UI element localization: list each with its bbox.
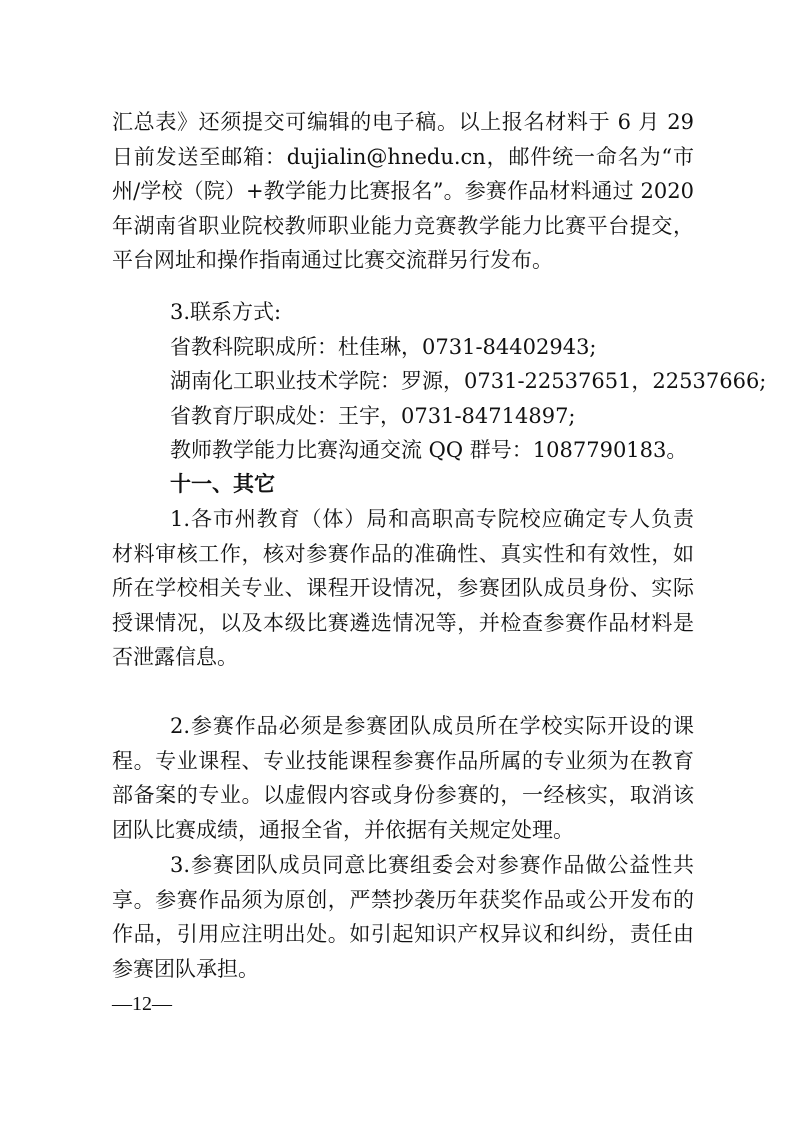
page-number: —12— — [112, 993, 172, 1015]
section-heading-other: 十一、其它 — [170, 471, 275, 496]
contact-line-4: 教师教学能力比赛沟通交流 QQ 群号：1087790183。 — [170, 438, 688, 462]
contact-heading: 3.联系方式: — [170, 300, 282, 324]
paragraph-other-1: 1.各市州教育（体）局和高职高专院校应确定专人负责材料审核工作，核对参赛作品的准确性、真实性和有效性，如所在学校相关专业、课程开设情况，参赛团队成员身份、实际授课情况，以及本级比赛遴选情况等，并检查参赛作品材料是否泄露信息。 — [112, 507, 694, 669]
contact-line-2: 湖南化工职业技术学院：罗源，0731-22537651，22537666; — [170, 369, 767, 393]
paragraph-submission-materials: 汇总表》还须提交可编辑的电子稿。以上报名材料于 6 月 29 日前发送至邮箱：dujialin@hnedu.cn，邮件统一命名为“市州/学校（院）+教学能力比赛报名”。参赛作品材料通过 2020 年湖南省职业院校教师职业能力竞赛教学能力比赛平台提交，平台网址和操作指南通过比赛交流群另行发布。 — [112, 110, 694, 272]
contact-line-3: 省教育厅职成处：王宇，0731-84714897; — [170, 404, 576, 428]
paragraph-other-2: 2.参赛作品必须是参赛团队成员所在学校实际开设的课程。专业课程、专业技能课程参赛作品所属的专业须为在教育部备案的专业。以虚假内容或身份参赛的，一经核实，取消该团队比赛成绩，通报全省，并依据有关规定处理。 — [112, 714, 694, 842]
paragraph-other-3: 3.参赛团队成员同意比赛组委会对参赛作品做公益性共享。参赛作品须为原创，严禁抄袭历年获奖作品或公开发布的作品，引用应注明出处。如引起知识产权异议和纠纷，责任由参赛团队承担。 — [112, 853, 694, 981]
contact-line-1: 省教科院职成所：杜佳琳，0731-84402943; — [170, 335, 597, 359]
